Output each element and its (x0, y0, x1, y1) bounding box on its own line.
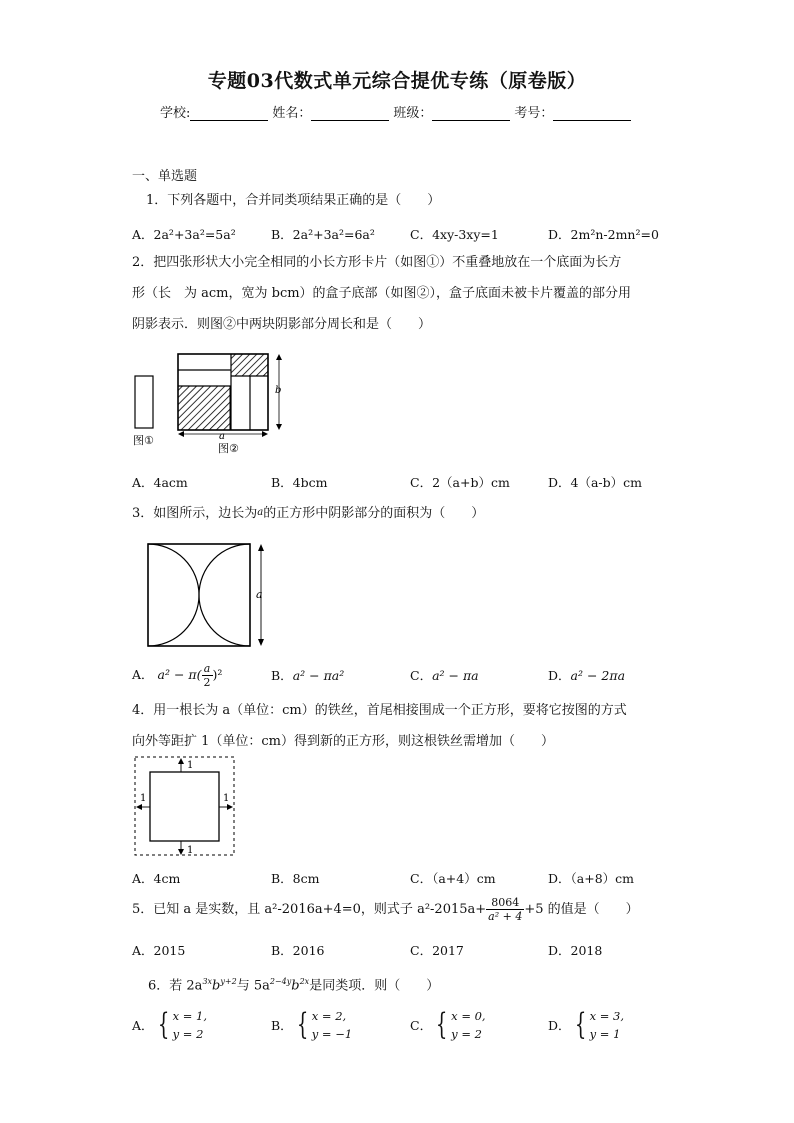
q3-figure (144, 538, 280, 650)
q3-option-a[interactable] (132, 662, 222, 689)
q2-figure (128, 348, 288, 458)
q5-option-a[interactable]: A．2015 (132, 943, 186, 958)
q1-option-b[interactable]: B．2a²+3a²=6a² (271, 227, 375, 242)
q2-option-c[interactable]: C．2（a+b）cm (410, 475, 510, 490)
label-right-1: 1 (223, 793, 230, 804)
name-field[interactable] (311, 106, 389, 121)
q6-c-brace: { (435, 1007, 448, 1042)
q5-stem-pre: 5．已知 a 是实数，且 a²-2016a+4=0，则式子 a²-2015a+ (132, 902, 487, 917)
label-a: a (219, 431, 225, 442)
q6-d-eq1: x = 3, (589, 1009, 625, 1023)
label-left-1: 1 (140, 793, 147, 804)
fig2-caption: 图② (218, 442, 239, 455)
q4-figure (132, 754, 238, 858)
q3-stem-part2: 的正方形中阴影部分的面积为（ ） (263, 506, 485, 521)
q6-d-system (590, 1007, 624, 1043)
q2-option-d[interactable]: D．4（a-b）cm (548, 475, 643, 490)
q6-c-eq1: x = 0, (451, 1009, 486, 1023)
q5-stem-post: +5 的值是（ ） (524, 902, 639, 917)
q6-c-eq2: y = 2 (451, 1027, 482, 1041)
q6-c-prefix: C． (410, 1018, 433, 1033)
label-bottom-1: 1 (187, 845, 194, 856)
q6-stem (148, 973, 439, 995)
class-label: 班级： (393, 106, 433, 121)
q4-stem-line2: 向外等距扩 1（单位：cm）得到新的正方形，则这根铁丝需增加（ ） (132, 734, 555, 749)
q6-sup4: 2x (299, 977, 310, 986)
q6-a-system (173, 1007, 207, 1043)
q3-option-d[interactable] (548, 666, 625, 684)
q4-option-d[interactable]: D．（a+8）cm (548, 871, 635, 886)
q6-sup1: 3x (202, 977, 213, 986)
q6-a-brace: { (157, 1007, 169, 1042)
q6-sup2: y+2 (220, 977, 237, 986)
q6-a-eq1: x = 1, (172, 1009, 208, 1023)
q1-option-c[interactable]: C．4xy-3xy=1 (410, 227, 499, 242)
exam-no-field[interactable] (553, 106, 631, 121)
shaded-region-1 (178, 386, 230, 430)
q3-b-expr: a² − πa² (292, 668, 345, 683)
section-heading: 一、单选题 (132, 169, 198, 184)
q6-d-eq2: y = 1 (589, 1027, 621, 1041)
q6-stem-post: 是同类项．则（ ） (309, 978, 440, 994)
q6-option-a[interactable] (132, 1007, 207, 1043)
q6-option-b[interactable] (271, 1007, 352, 1043)
q6-stem-pre: 6．若 2a (148, 978, 203, 994)
q4-option-a[interactable]: A．4cm (132, 871, 181, 886)
q5-option-c[interactable]: C．2017 (410, 943, 464, 958)
q3-c-expr: a² − πa (432, 668, 479, 683)
q6-b1: b (212, 978, 221, 994)
q6-sup3: 2−4y (269, 977, 292, 986)
q5-fraction (486, 896, 524, 923)
label-side-a: a (256, 588, 263, 601)
q3-var: a (257, 507, 264, 518)
inner-square (150, 772, 219, 841)
q6-d-brace: { (574, 1007, 586, 1042)
class-field[interactable] (432, 106, 510, 121)
q6-b-prefix: B． (271, 1018, 293, 1033)
q2-option-b[interactable]: B．4bcm (271, 475, 328, 490)
q3-c-prefix: C． (410, 668, 433, 683)
label-b: b (275, 385, 282, 396)
q3-option-c[interactable] (410, 666, 479, 684)
student-info-line (160, 102, 635, 121)
q3-a-expr: a² − π( (157, 667, 202, 682)
q3-stem-part1: 3．如图所示，边长为 (132, 506, 258, 521)
q4-option-c[interactable]: C．（a+4）cm (410, 871, 496, 886)
q2-stem-line2: 形（长 为 acm，宽为 bcm）的盒子底部（如图②），盒子底面未被卡片覆盖的部分用 (132, 286, 632, 301)
q3-a-tail: )² (212, 667, 223, 682)
q5-frac-num: 8064 (486, 896, 524, 910)
card-rect (135, 376, 153, 428)
q3-a-fraction (202, 662, 213, 689)
exam-no-label: 考号： (514, 106, 554, 121)
q6-b-brace: { (296, 1007, 308, 1042)
q5-frac-den: a² + 4 (488, 910, 523, 923)
q3-a-den: 2 (203, 676, 211, 689)
q2-stem-line3: 阴影表示．则图②中两块阴影部分周长和是（ ） (132, 317, 432, 332)
q5-option-d[interactable]: D．2018 (548, 943, 603, 958)
q6-a-prefix: A． (132, 1018, 154, 1033)
fig1-caption: 图① (133, 434, 154, 447)
q6-c-system (451, 1007, 485, 1043)
q6-stem-mid: 与 5a (236, 978, 270, 994)
q6-option-c[interactable] (410, 1007, 486, 1043)
q1-stem: 1．下列各题中，合并同类项结果正确的是（ ） (146, 193, 441, 208)
q4-stem-line1: 4．用一根长为 a（单位：cm）的铁丝，首尾相接围成一个正方形，要将它按图的方式 (132, 703, 627, 718)
q2-stem-line1: 2．把四张形状大小完全相同的小长方形卡片（如图①）不重叠地放在一个底面为长方 (132, 255, 622, 270)
shaded-region-2 (231, 354, 268, 376)
q3-b-prefix: B． (271, 668, 293, 683)
q5-option-b[interactable]: B．2016 (271, 943, 325, 958)
name-label: 姓名： (272, 106, 312, 121)
q3-d-expr: a² − 2πa (570, 668, 626, 683)
q3-a-prefix: A． (132, 667, 154, 682)
q1-option-d[interactable]: D．2m²n-2mn²=0 (548, 227, 659, 242)
q6-d-prefix: D． (548, 1018, 571, 1033)
q6-b-eq1: x = 2, (311, 1009, 347, 1023)
q6-b2: b (291, 978, 300, 994)
page-title: 专题03代数式单元综合提优专练（原卷版） (207, 70, 587, 92)
school-field[interactable] (190, 106, 268, 121)
q4-option-b[interactable]: B．8cm (271, 871, 320, 886)
q3-a-num: a (202, 662, 213, 676)
q6-option-d[interactable] (548, 1007, 624, 1043)
q6-b-system (312, 1007, 352, 1043)
q5-stem (132, 896, 639, 923)
q3-stem (132, 504, 484, 523)
q6-a-eq2: y = 2 (172, 1027, 204, 1041)
q2-option-a[interactable]: A．4acm (132, 475, 188, 490)
q6-b-eq2: y = −1 (311, 1027, 353, 1041)
school-label: 学校: (160, 106, 191, 121)
q1-option-a[interactable]: A．2a²+3a²=5a² (132, 227, 236, 242)
q3-d-prefix: D． (548, 668, 571, 683)
label-top-1: 1 (187, 760, 194, 771)
q3-option-b[interactable] (271, 666, 344, 684)
